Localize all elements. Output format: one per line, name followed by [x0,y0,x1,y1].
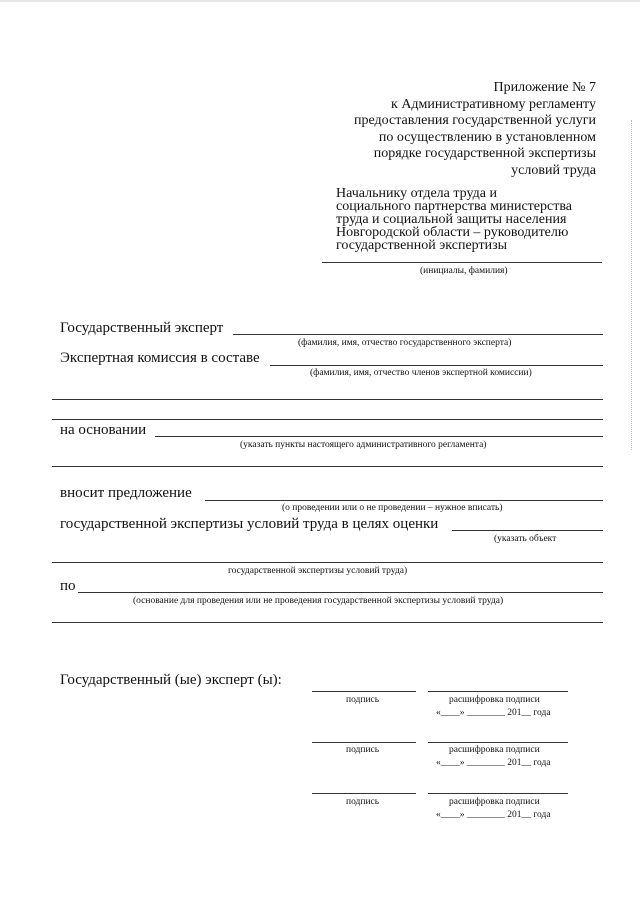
addressee-line: государственной экспертизы [336,238,508,253]
scan-right-edge [630,120,632,450]
object-field-line2[interactable] [52,562,603,563]
date-field-3[interactable]: «____» ________ 201__ года [436,810,551,820]
signature-field-3[interactable] [312,793,416,794]
sign-caption-1: подпись [346,695,380,705]
addressee-caption: (инициалы, фамилия) [420,266,508,276]
expert-caption: (фамилия, имя, отчество государственного эксперта) [298,338,512,348]
expert-name-field[interactable] [233,334,603,335]
signatures-title: Государственный (ые) эксперт (ы): [60,672,282,688]
signature-field-2[interactable] [312,742,416,743]
appendix-line: по осуществлению в установленном [378,129,596,145]
sign-caption-2: подпись [346,745,380,755]
addressee-line: Начальнику отдела труда и [336,186,497,201]
po-caption: (основание для проведения или не проведения государственной экспертизы условий труда) [133,596,504,606]
po-field-line2[interactable] [52,622,603,623]
scan-top-edge [0,0,640,2]
addressee-line: социального партнерства министерства [336,199,572,214]
decode-field-1[interactable] [428,691,568,692]
appendix-header [320,80,596,179]
commission-field-line2[interactable] [52,399,603,400]
object-caption-cont: государственной экспертизы условий труда) [228,566,408,576]
basis-label: на основании [60,422,147,438]
purpose-text: государственной экспертизы условий труда в целях оценки [60,516,439,532]
commission-field[interactable] [270,365,603,366]
expert-label: Государственный эксперт [60,320,224,336]
decode-caption-2: расшифровка подписи [449,745,540,755]
po-label: по [60,578,76,594]
decode-caption-3: расшифровка подписи [449,797,540,807]
basis-caption: (указать пункты настоящего административного регламента) [240,440,487,450]
proposal-caption: (о проведении или о не проведении – нужное вписать) [282,503,503,513]
sign-caption-3: подпись [346,797,380,807]
decode-caption-1: расшифровка подписи [449,695,540,705]
basis-field-line2[interactable] [52,466,603,467]
commission-field-line3[interactable] [52,419,603,420]
addressee-line: труда и социальной защиты населения [336,212,567,227]
appendix-line: предоставления государственной услуги [354,113,596,128]
commission-label: Экспертная комиссия в составе [60,350,260,366]
addressee-line: Новгородской области – руководителю [336,225,569,240]
appendix-title: Приложение № 7 [493,80,596,95]
proposal-label: вносит предложение [60,485,192,501]
addressee-name-field[interactable] [322,262,602,263]
commission-caption: (фамилия, имя, отчество членов экспертной комиссии) [310,368,532,378]
date-field-2[interactable]: «____» ________ 201__ года [436,758,551,768]
appendix-line: к Административному регламенту [391,96,596,112]
object-caption: (указать объект [494,534,557,544]
signature-field-1[interactable] [312,691,416,692]
po-field[interactable] [78,592,603,593]
basis-field[interactable] [155,436,603,437]
decode-field-3[interactable] [428,793,568,794]
proposal-field[interactable] [205,500,603,501]
decode-field-2[interactable] [428,742,568,743]
object-field[interactable] [452,530,603,531]
appendix-line: порядке государственной экспертизы [373,146,596,161]
date-field-1[interactable]: «____» ________ 201__ года [436,708,551,718]
appendix-line: условий труда [511,162,596,178]
addressee-block [336,187,606,252]
